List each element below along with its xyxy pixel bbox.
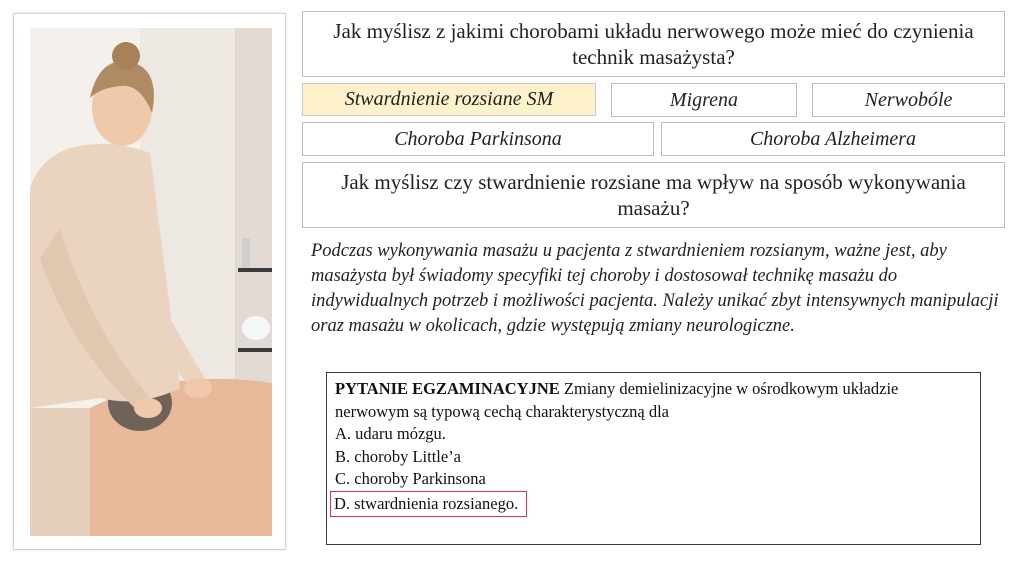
exam-answer-d-correct[interactable]: D. stwardnienia rozsianego. xyxy=(330,491,527,518)
option-alzheimer[interactable]: Choroba Alzheimera xyxy=(661,122,1005,156)
question-2: Jak myślisz czy stwardnienie rozsiane ma wpływ na sposób wykonywania masażu? xyxy=(302,162,1005,228)
massage-illustration xyxy=(30,28,272,536)
massage-photo xyxy=(13,13,286,550)
exam-lead: PYTANIE EGZAMINACYJNE xyxy=(335,379,564,398)
option-migrena[interactable]: Migrena xyxy=(611,83,797,117)
option-parkinson[interactable]: Choroba Parkinsona xyxy=(302,122,654,156)
exam-question-text: Zmiany demielinizacyjne w ośrodkowym układzie nerwowym są typową cechą charakterystyczną dla xyxy=(335,379,899,421)
exam-answer-c[interactable]: C. choroby Parkinsona xyxy=(335,469,486,488)
option-stwardnienie-rozsiane[interactable]: Stwardnienie rozsiane SM xyxy=(302,83,596,116)
option-nerwobole[interactable]: Nerwobóle xyxy=(812,83,1005,117)
answer-paragraph: Podczas wykonywania masażu u pacjenta z stwardnieniem rozsianym, ważne jest, aby masażysta był świadomy specyfiki tej choroby i dostosował technikę masażu do indywidualnych potrzeb i możliwości pacjenta. Należy unikać zbyt intensywnych manipulacji oraz masażu w okolicach, gdzie występują zmiany neurologiczne. xyxy=(311,241,999,336)
exam-answer-a[interactable]: A. udaru mózgu. xyxy=(335,424,446,443)
exam-question-box xyxy=(326,372,981,545)
question-1: Jak myślisz z jakimi chorobami układu nerwowego może mieć do czynienia technik masażysta? xyxy=(302,11,1005,77)
exam-answer-b[interactable]: B. choroby Little’a xyxy=(335,446,462,466)
